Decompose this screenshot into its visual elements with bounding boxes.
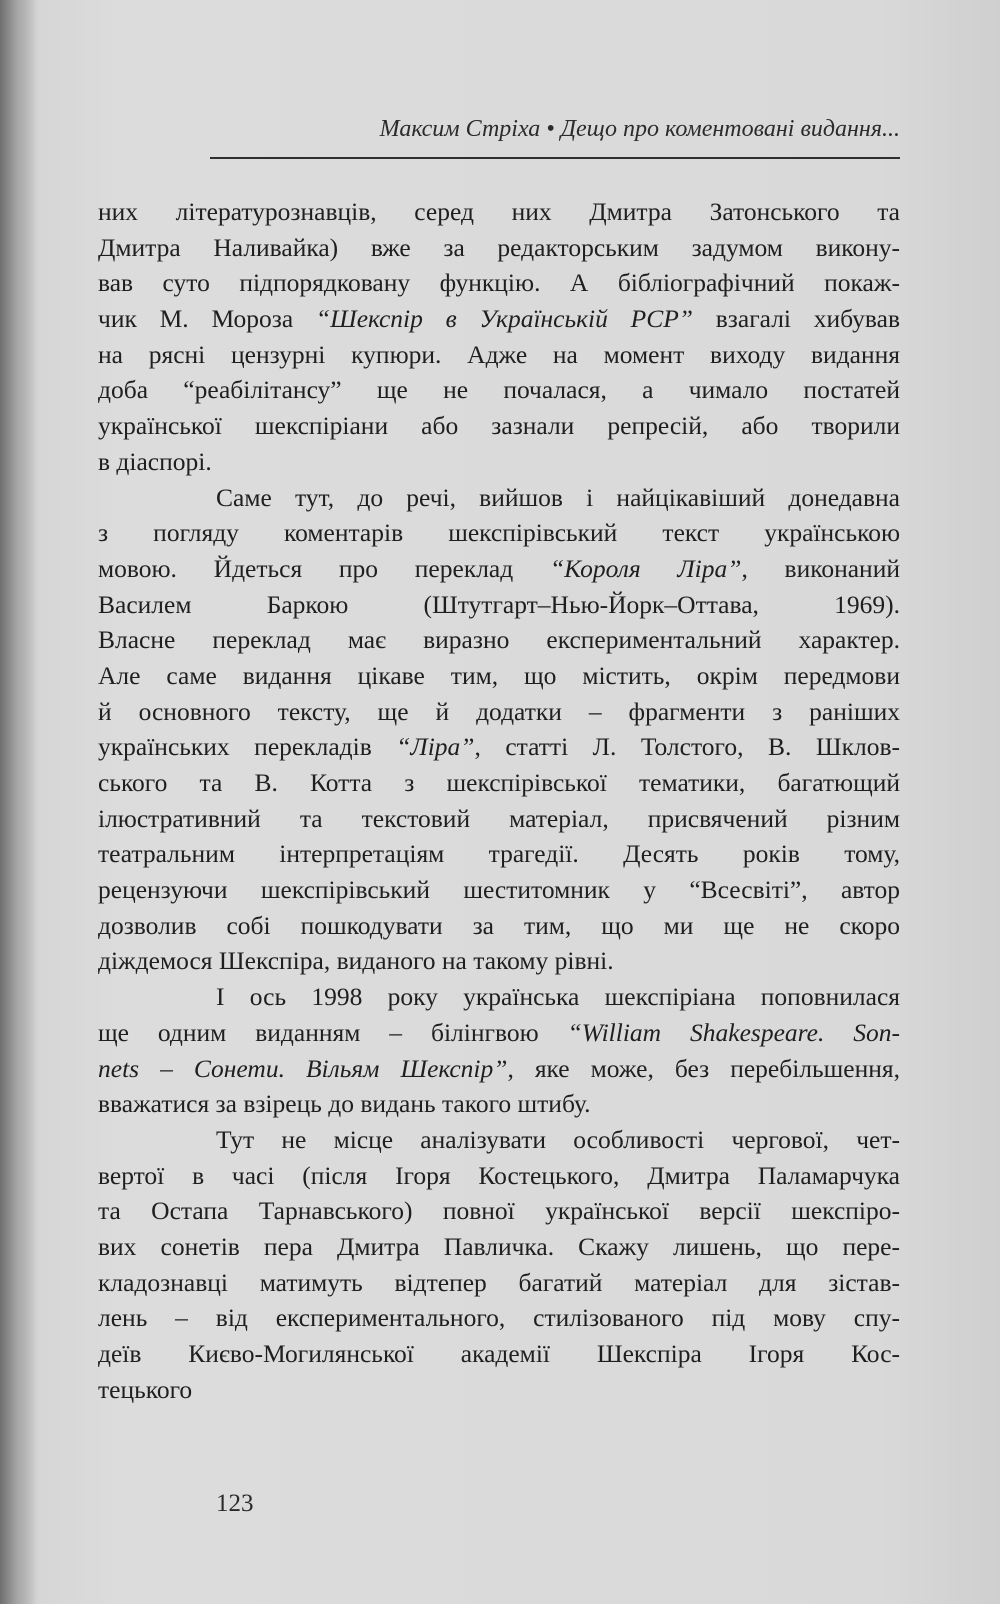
line-text-pre: І ось 1998 року українська шекспіріана поповнилася <box>216 982 900 1012</box>
line-text-pre: чик М. Мороза <box>98 304 316 334</box>
line-text: вих сонетів пера Дмитра Павличка. Скажу лишень, що пере- <box>98 1231 900 1261</box>
line-text: них літературознавців, серед них Дмитра Затонського та <box>98 197 900 226</box>
line-text: доба “реабілітансу” ще не почалася, а чимало постатей <box>98 375 900 405</box>
line-text: ського та В. Котта з шекспірівської тематики, багатющий <box>98 768 900 797</box>
line-text: вважатися за взірець до видань такого штибу. <box>98 1089 591 1119</box>
text-line <box>98 694 900 730</box>
line-text-italic: “William Shakespeare. Son- <box>567 1017 900 1047</box>
text-line <box>98 1193 900 1229</box>
running-head-bullet: • <box>546 116 555 142</box>
line-text: Тут не місце аналізувати особливості чергової, чет- <box>216 1124 900 1154</box>
line-text: з погляду коментарів шекспірівський текст українською <box>98 518 900 548</box>
body-text <box>98 194 900 1407</box>
line-text: Власне переклад має виразно експериментальний характер. <box>98 625 900 655</box>
text-line <box>98 908 900 944</box>
text-line <box>98 1336 900 1372</box>
line-text-italic: “Шекспір в Українській РСР” <box>315 304 693 334</box>
line-text-italic: “Короля Ліра” <box>549 553 742 583</box>
line-text-pre: ще одним виданням – білінгвою <box>98 1017 568 1047</box>
text-line <box>98 551 900 587</box>
text-line <box>98 587 900 623</box>
line-text-post: взагалі хибував <box>692 304 900 334</box>
line-text-italic: nets – Сонети. Вільям Шекспір” <box>98 1053 508 1083</box>
text-line <box>98 480 900 516</box>
text-line <box>98 194 900 230</box>
text-line <box>98 1051 900 1087</box>
line-text: кладознавці матимуть відтепер багатий матеріал для зістав- <box>98 1267 900 1297</box>
text-line <box>98 1229 900 1265</box>
line-text-pre: мовою. Йдеться про переклад <box>98 553 550 583</box>
book-spine-shadow <box>0 0 36 1604</box>
running-head-author: Максим Стріха <box>379 116 541 142</box>
line-text: рецензуючи шекспірівський шеститомник у “Всесвіті”, автор <box>98 875 900 905</box>
text-line <box>98 658 900 694</box>
running-head-title: Дещо про коментовані видання... <box>560 116 900 142</box>
line-text: вав суто підпорядковану функцію. А бібліографічний покаж- <box>98 268 900 298</box>
page-number: 123 <box>216 1490 254 1517</box>
text-line <box>98 622 900 658</box>
line-text: тецького <box>98 1374 193 1404</box>
text-line <box>98 408 900 444</box>
running-head <box>100 116 900 143</box>
line-text: на рясні цензурні купюри. Адже на момент виходу видання <box>98 339 900 369</box>
text-line <box>98 836 900 872</box>
line-text-pre: українських перекладів <box>98 732 397 762</box>
line-text: діждемося Шекспіра, виданого на такому рівні. <box>98 946 614 976</box>
line-text: Василем Баркою (Штутгарт–Нью-Йорк–Оттава, 1969). <box>98 589 900 619</box>
text-line <box>98 1300 900 1336</box>
text-line <box>98 1265 900 1301</box>
text-line <box>98 515 900 551</box>
text-line <box>98 444 900 480</box>
text-line <box>98 801 900 837</box>
line-text: деїв Києво-Могилянської академії Шекспіра Ігоря Кос- <box>98 1339 900 1368</box>
line-text: вертої в часі (після Ігоря Костецького, Дмитра Паламарчука <box>98 1160 900 1190</box>
line-text-italic: “Ліра” <box>396 732 475 762</box>
line-text: дозволив собі пошкодувати за тим, що ми ще не скоро <box>98 910 900 940</box>
line-text: та Остапа Тарнавського) повної української версії шекспіро- <box>98 1196 900 1226</box>
text-line <box>98 372 900 408</box>
line-text: Але саме видання цікаве тим, що містить, окрім передмови <box>98 660 900 690</box>
text-line <box>98 1086 900 1122</box>
line-text: театральним інтерпретаціям трагедії. Десять років тому, <box>98 839 900 869</box>
text-line <box>98 337 900 373</box>
header-rule <box>210 157 900 159</box>
line-text: й основного тексту, ще й додатки – фрагменти з раніших <box>98 696 900 726</box>
text-line <box>98 1122 900 1158</box>
line-text: української шекспіріани або зазнали репресій, або творили <box>98 411 900 441</box>
line-text-post: , статті Л. Толстого, В. Шклов- <box>474 732 900 762</box>
text-line <box>98 1015 900 1051</box>
line-text: в діаспорі. <box>98 446 212 476</box>
line-text-post: , яке може, без перебільшення, <box>507 1053 900 1083</box>
line-text: ілюстративний та текстовий матеріал, присвячений різним <box>98 803 900 833</box>
text-line <box>98 729 900 765</box>
line-text: Дмитра Наливайка) вже за редакторським задумом викону- <box>98 232 900 262</box>
text-line <box>98 872 900 908</box>
line-text-post: , виконаний <box>741 553 900 583</box>
text-line <box>98 265 900 301</box>
text-line <box>98 943 900 979</box>
line-text: лень – від експериментального, стилізованого під мову спу- <box>98 1303 900 1333</box>
text-line <box>98 1372 900 1408</box>
text-line <box>98 979 900 1015</box>
line-text: Саме тут, до речі, вийшов і найцікавіший донедавна <box>216 482 900 512</box>
text-line <box>98 1158 900 1194</box>
text-line <box>98 765 900 801</box>
text-line <box>98 301 900 337</box>
text-line <box>98 230 900 266</box>
